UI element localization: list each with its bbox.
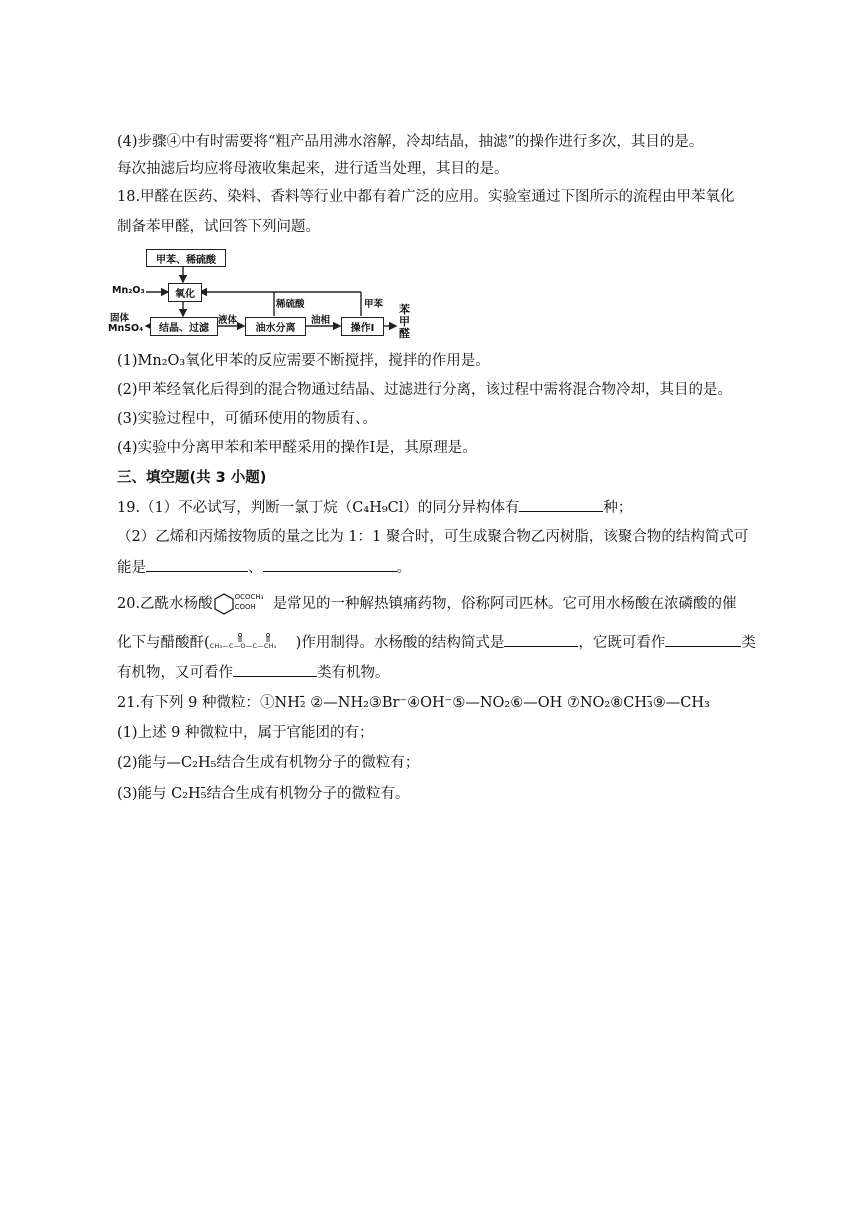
q19-blank-isomer-count — [519, 497, 603, 512]
q20-line2-end: 类 — [741, 635, 756, 651]
q18-part1: (1)Mn₂O₃氧化甲苯的反应需要不断搅拌，搅拌的作用是。 — [117, 353, 490, 369]
q20-line2-mid2: ，它既可看作 — [578, 635, 666, 651]
q18-part2: (2)甲苯经氧化后得到的混合物通过结晶、过滤进行分离，该过程中需将混合物冷却，其目的是。 — [117, 382, 733, 398]
q20-line1-text: 20.乙酰水杨酸 — [117, 596, 213, 612]
q20-blank-class-1 — [665, 632, 741, 647]
q19-line2: （2）乙烯和丙烯按物质的量之比为 1：1 聚合时，可生成聚合物乙丙树脂，该聚合物的结构简式可 — [117, 529, 749, 545]
q19-line3 — [117, 557, 411, 578]
anhydride-formula: CH₃—C—O—C—CH₃ — [209, 642, 277, 650]
aspirin-structure-figure — [213, 593, 273, 615]
flow-label-solid: 固体 — [110, 313, 130, 324]
q20-line2-text: 化下与醋酸酐( — [117, 635, 210, 651]
flow-box-operation-1: 操作I — [341, 317, 384, 336]
q18-intro-line2: 制备苯甲醛，试回答下列问题。 — [117, 219, 320, 235]
q20-line2 — [117, 632, 756, 653]
q19-line3-end: 。 — [396, 560, 411, 576]
flow-box-oil-water-separation: 油水分离 — [245, 317, 306, 336]
flow-box-toluene-acid: 甲苯、稀硫酸 — [146, 249, 226, 267]
q18-part3: (3)实验过程中，可循环使用的物质有、。 — [117, 411, 377, 427]
q19-line3-sep: 、 — [248, 560, 263, 576]
q21-part2: (2)能与—C₂H₅结合生成有机物分子的微粒有； — [117, 755, 420, 771]
q20-line2-mid: )作用制得。水杨酸的结构简式是 — [295, 635, 505, 651]
q19-line1-suffix: 种； — [603, 500, 633, 516]
q20-line3 — [117, 662, 390, 683]
q20-line3-text: 有机物，又可看作 — [117, 665, 233, 681]
q20-blank-salicylic-structure — [504, 632, 578, 647]
flow-box-oxidize: 氧化 — [168, 283, 202, 302]
flow-label-liquid: 液体 — [218, 315, 238, 326]
q17-part4-line2: 每次抽滤后均应将母液收集起来，进行适当处理，其目的是。 — [117, 161, 509, 177]
benzene-ring-icon — [213, 593, 235, 615]
q17-part4-line1: (4)步骤④中有时需要将“粗产品用沸水溶解，冷却结晶，抽滤”的操作进行多次，其目的是。 — [117, 134, 704, 150]
flow-label-mn2o3: Mn₂O₃ — [112, 285, 145, 296]
flow-diagram — [108, 246, 418, 342]
q18-intro-line1: 18.甲醛在医药、染料、香料等行业中都有着广泛的应用。实验室通过下图所示的流程由甲苯氧化 — [117, 189, 735, 205]
q21-part3: (3)能与 C₂H₅̄结合生成有机物分子的微粒有。 — [117, 786, 410, 802]
acetic-anhydride-figure — [210, 633, 296, 653]
q18-part4: (4)实验中分离甲苯和苯甲醛采用的操作I是，其原理是。 — [117, 440, 477, 456]
q19-line1 — [117, 497, 632, 518]
flow-label-oil-phase: 油相 — [311, 315, 331, 326]
flow-box-crystallize-filter: 结晶、过滤 — [150, 317, 218, 336]
q20-line3-end: 类有机物。 — [317, 665, 390, 681]
q19-blank-structure-1 — [146, 557, 248, 572]
q20-blank-class-2 — [233, 662, 317, 677]
aspirin-substituent-bottom: COOH — [234, 603, 256, 611]
q21-intro: 21.有下列 9 种微粒：①NH₂̄ ②—NH₂③Br⁻④OH⁻⑤—NO₂⑥—OH ⑦NO₂⑧CH₃̄⑨—CH₃ — [117, 695, 710, 711]
flow-label-dilute-acid: 稀硫酸 — [276, 299, 305, 310]
flow-label-mnso4: MnSO₄ — [108, 323, 144, 334]
aspirin-substituent-top: OCOCH₃ — [234, 593, 264, 601]
flow-label-toluene: 甲苯 — [364, 299, 384, 310]
q19-line3-text: 能是 — [117, 560, 146, 576]
q20-line1 — [117, 593, 737, 615]
q20-line1-rest: 是常见的一种解热镇痛药物，俗称阿司匹林。它可用水杨酸在浓磷酸的催 — [272, 596, 737, 612]
section-3-heading: 三、填空题(共 3 小题) — [117, 470, 267, 486]
q21-part1: (1)上述 9 种微粒中，属于官能团的有； — [117, 725, 374, 741]
flow-label-benzaldehyde: 苯甲醛 — [399, 303, 410, 340]
q19-blank-structure-2 — [263, 557, 397, 572]
q19-line1-text: 19.（1）不必试写，判断一氯丁烷（C₄H₉Cl）的同分异构体有 — [117, 500, 520, 516]
